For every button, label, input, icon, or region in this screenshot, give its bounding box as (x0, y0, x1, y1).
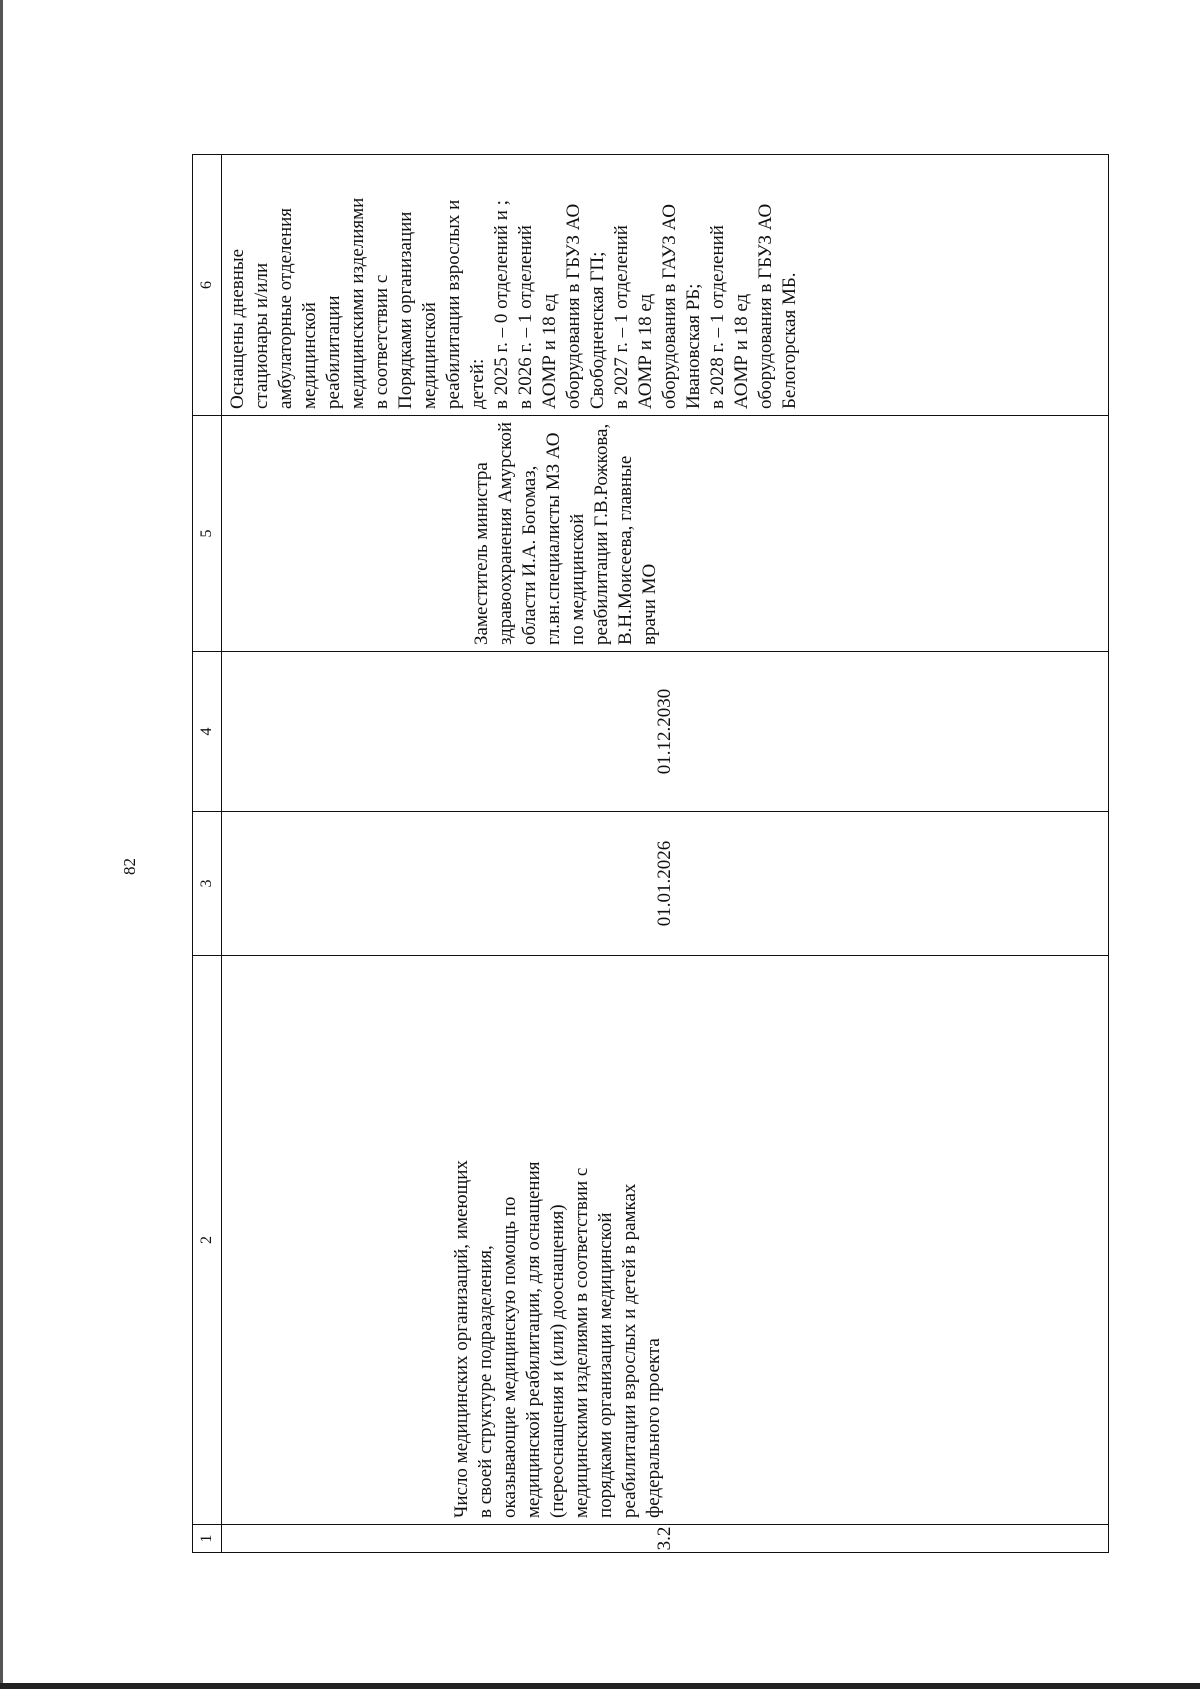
scan-edge-bottom (0, 1683, 1200, 1689)
result-line: в 2028 г. – 1 отделений (707, 225, 728, 409)
indicator-line: реабилитации взрослых и детей в рамках (619, 1183, 640, 1518)
result-line: АОМР и 18 ед (731, 293, 752, 409)
indicator-line: медицинскими изделиями в соответствии с (571, 1167, 592, 1518)
indicator-cell (222, 956, 1109, 1525)
responsible-line: гл.вн.специалисты МЗ АО (543, 432, 564, 645)
result-text (226, 161, 802, 409)
result-line: амбулаторные отделения (275, 207, 296, 409)
indicator-line: оказывающие медицинскую помощь по (499, 1196, 520, 1518)
responsible-line: области И.А. Богомаз, (519, 465, 540, 645)
indicator-line: медицинской реабилитации, для оснащения (523, 1161, 544, 1518)
header-col-1: 1 (193, 1525, 222, 1553)
result-line: в 2025 г. – 0 отделений и ; (491, 200, 512, 409)
rotated-page-content (192, 155, 860, 1553)
result-line: оборудования в ГБУЗ АО (755, 203, 776, 409)
result-line: в 2027 г. – 1 отделений (611, 225, 632, 409)
result-line: Оснащены дневные (227, 248, 248, 409)
result-line: медицинской (419, 302, 440, 409)
responsible-line: врачи МО (639, 563, 660, 645)
indicator-line: порядками организации медицинской (595, 1212, 616, 1518)
indicator-line: (переоснащения и (или) дооснащения) (547, 1204, 568, 1518)
header-col-5: 5 (193, 416, 222, 652)
result-line: стационары и/или (251, 262, 272, 409)
header-col-3: 3 (193, 812, 222, 956)
start-date: 01.01.2026 (654, 840, 675, 927)
header-col-4: 4 (193, 652, 222, 812)
responsible-line: Заместитель министра (471, 462, 492, 645)
page-number: 82 (120, 858, 139, 875)
responsible-line: реабилитации Г.В.Рожкова, (591, 423, 612, 645)
result-line: Ивановская РБ; (683, 283, 704, 409)
result-line: детей: (467, 358, 488, 409)
scan-edge-left (0, 0, 3, 1689)
result-line: Белогорская МБ. (779, 272, 800, 409)
responsible-cell (222, 416, 1109, 652)
responsible-line: В.Н.Моисеева, главные (615, 455, 636, 645)
result-line: АОМР и 18 ед (539, 293, 560, 409)
table-header-row (193, 155, 222, 1553)
indicator-line: Число медицинских организаций, имеющих (451, 1160, 472, 1518)
responsible-line: здравоохранения Амурской (495, 421, 516, 645)
indicator-text (450, 962, 666, 1518)
result-line: оборудования в ГБУЗ АО (563, 203, 584, 409)
result-line: АОМР и 18 ед (635, 293, 656, 409)
result-line: в 2026 г. – 1 отделений (515, 225, 536, 409)
start-date-cell (222, 812, 1109, 956)
end-date: 01.12.2030 (654, 688, 675, 775)
header-col-2: 2 (193, 956, 222, 1525)
result-cell (222, 155, 1109, 416)
result-line: медицинской (299, 302, 320, 409)
result-line: реабилитации взрослых и (443, 199, 464, 409)
row-number: 3.2 (654, 1526, 675, 1551)
responsible-line: по медицинской (567, 513, 588, 645)
indicator-line: в своей структуре подразделения, (475, 1245, 496, 1518)
result-line: в соответствии с (371, 274, 392, 409)
result-line: медицинскими изделиями (347, 197, 368, 409)
indicator-line: федерального проекта (643, 1338, 664, 1518)
result-line: Порядками организации (395, 211, 416, 409)
table-row (222, 155, 1109, 1553)
measures-table (192, 154, 1109, 1553)
row-number-cell (222, 1525, 1109, 1553)
header-col-6: 6 (193, 155, 222, 416)
result-line: Свободненская ГП; (587, 251, 608, 409)
result-line: реабилитации (323, 295, 344, 409)
responsible-text (470, 422, 662, 645)
end-date-cell (222, 652, 1109, 812)
result-line: оборудования в ГАУЗ АО (659, 203, 680, 409)
